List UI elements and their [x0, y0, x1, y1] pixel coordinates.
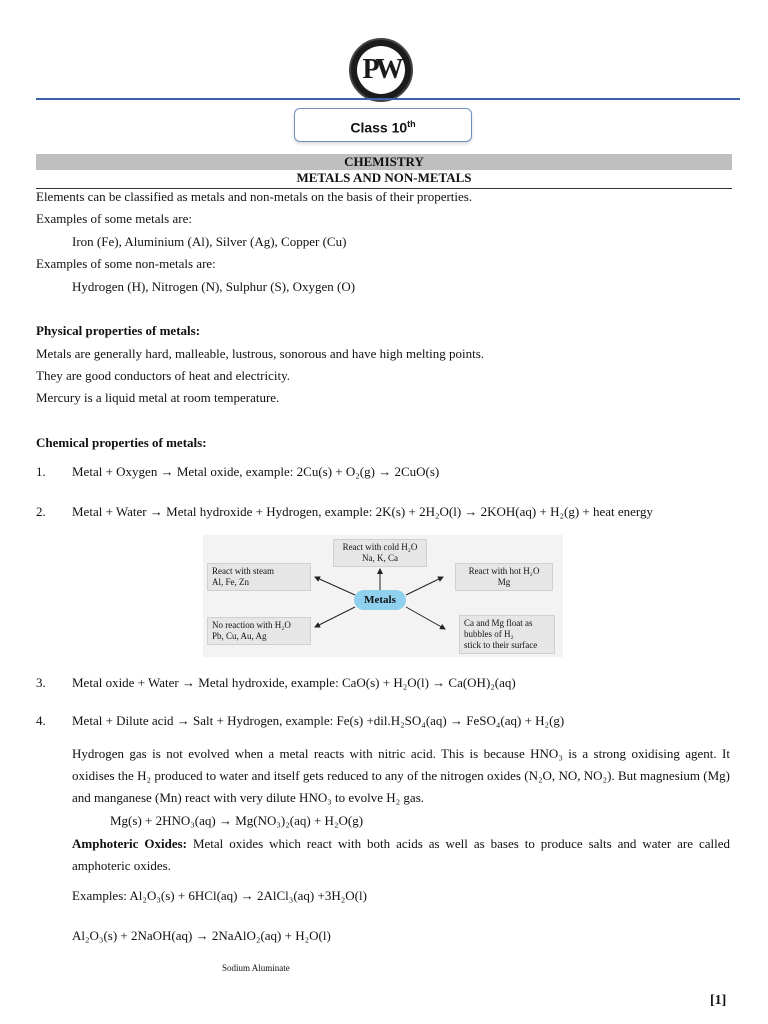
- box-cold-water: [333, 539, 427, 567]
- reactivity-diagram: [203, 535, 563, 657]
- box-line: stick to their surface: [464, 640, 538, 650]
- subject-band: CHEMISTRY: [36, 154, 732, 170]
- nitric-paragraph: Hydrogen gas is not evolved when a metal reacts with nitric acid. This is because HNO₃ is a strong oxidising agent. It oxidises the H₂ produced to water and itself gets reduced to any of the nitrogen oxides (N₂O, NO, NO₂). But magnesium (Mg) and manganese (Mn) react with very dilute HNO₃ to evolve H₂ gas.: [72, 746, 730, 805]
- page-number: [1]: [710, 993, 727, 1008]
- box-line: Na, K, Ca: [362, 553, 398, 563]
- box-line: bubbles of H₂: [464, 629, 514, 639]
- box-steam: [207, 563, 311, 591]
- item-number: 2.: [36, 504, 46, 519]
- box-line: Pb, Cu, Au, Ag: [212, 631, 267, 641]
- physical-line-3: Mercury is a liquid metal at room temperature.: [36, 390, 280, 405]
- metals-list: Iron (Fe), Aluminium (Al), Silver (Ag), Copper (Cu): [72, 234, 347, 249]
- box-line: Mg: [497, 577, 511, 587]
- class-badge: [294, 108, 472, 142]
- logo-text: PW: [362, 54, 400, 85]
- chapter-title: METALS AND NON-METALS: [296, 170, 472, 185]
- physical-line-1: Metals are generally hard, malleable, lustrous, sonorous and have high melting points.: [36, 346, 485, 361]
- amphoteric-example-2: Al₂O₃(s) + 2NaOH(aq) → 2NaAlO₂(aq) + H₂O(l): [72, 928, 331, 943]
- amphoteric-example-1: Examples: Al₂O₃(s) + 6HCl(aq) → 2AlCl₃(aq) +3H₂O(l): [72, 888, 367, 903]
- amphoteric-paragraph: [72, 833, 730, 877]
- nitric-equation: Mg(s) + 2HNO₃(aq) → Mg(NO₃)₂(aq) + H₂O(g): [110, 813, 364, 828]
- item-number: 3.: [36, 675, 46, 690]
- amphoteric-definition: Metal oxides which react with both acids as well as bases to produce salts and water are called amphoteric oxides.: [72, 836, 730, 873]
- box-line: Ca and Mg float as: [464, 618, 533, 628]
- item-number: 4.: [36, 713, 46, 728]
- box-line: React with hot H₂O: [468, 566, 540, 576]
- box-float: [459, 615, 555, 654]
- item-text: Metal + Oxygen → Metal oxide, example: 2Cu(s) + O₂(g) → 2CuO(s): [72, 464, 440, 479]
- item-number: 1.: [36, 464, 46, 479]
- item-text: Metal oxide + Water → Metal hydroxide, example: CaO(s) + H₂O(l) → Ca(OH)₂(aq): [72, 675, 516, 690]
- sodium-aluminate-note: Sodium Aluminate: [222, 963, 290, 973]
- chemical-heading: Chemical properties of metals:: [36, 435, 207, 450]
- header-divider: [36, 98, 740, 100]
- pw-logo: [349, 38, 413, 102]
- metals-heading: Examples of some metals are:: [36, 211, 192, 226]
- box-line: Al, Fe, Zn: [212, 577, 249, 587]
- nonmetals-heading: Examples of some non-metals are:: [36, 256, 216, 271]
- nonmetals-list: Hydrogen (H), Nitrogen (N), Sulphur (S), Oxygen (O): [72, 279, 356, 294]
- item-text: Metal + Dilute acid → Salt + Hydrogen, example: Fe(s) +dil.H₂SO₄(aq) → FeSO₄(aq) + H₂(g): [72, 713, 565, 728]
- metals-center: Metals: [354, 590, 406, 610]
- box-line: React with cold H₂O: [342, 542, 418, 552]
- class-label: Class 10: [350, 119, 408, 136]
- amphoteric-term: Amphoteric Oxides:: [72, 836, 187, 851]
- box-line: React with steam: [212, 566, 274, 576]
- box-no-reaction: [207, 617, 311, 645]
- box-hot-water: [455, 563, 553, 591]
- item-text: Metal + Water → Metal hydroxide + Hydrogen, example: 2K(s) + 2H₂O(l) → 2KOH(aq) + H₂(g) + heat energy: [72, 504, 654, 519]
- class-sup: th: [407, 119, 416, 129]
- box-line: No reaction with H₂O: [212, 620, 291, 630]
- physical-line-2: They are good conductors of heat and electricity.: [36, 368, 290, 383]
- physical-heading: Physical properties of metals:: [36, 323, 201, 338]
- intro-line: Elements can be classified as metals and non-metals on the basis of their properties.: [36, 189, 473, 204]
